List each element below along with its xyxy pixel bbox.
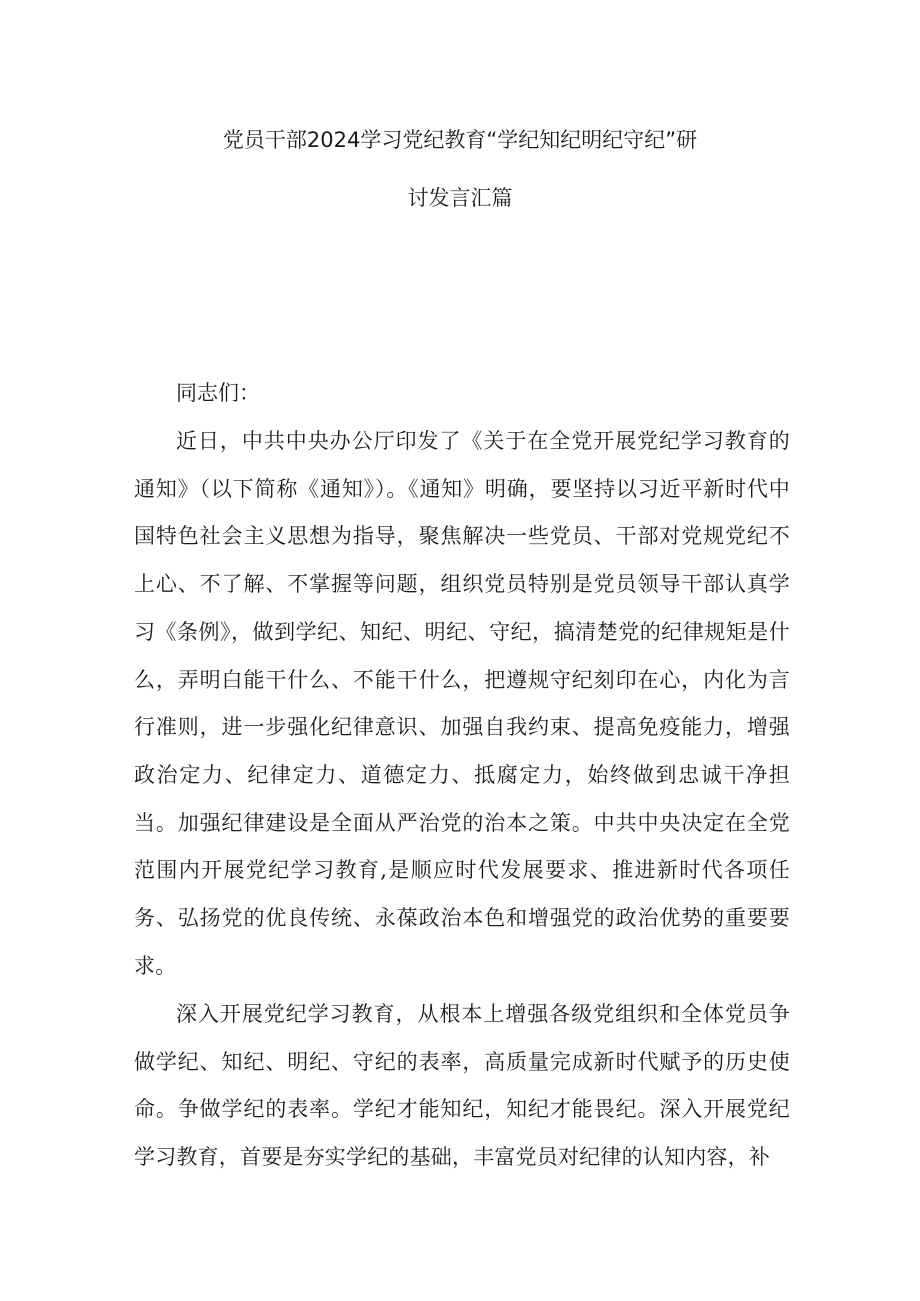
document-title-line-1: 党员干部2024学习党纪教育“学纪知纪明纪守纪”研 [222, 128, 698, 152]
body-paragraph-1: 近日，中共中央办公厅印发了《关于在全党开展党纪学习教育的通知》（以下简称《通知》）。《通知》明确，要坚持以习近平新时代中国特色社会主义思想为指导，聚焦解决一些党员、干部对党规党纪不上心、不了解、不掌握等问题，组织党员特别是党员领导干部认真学习《条例》，做到学纪、知纪、明纪、守纪，搞清楚党的纪律规矩是什么，弄明白能干什么、不能干什么，把遵规守纪刻印在心，内化为言行准则，进一步强化纪律意识、加强自我约束、提高免疫能力，增强政治定力、纪律定力、道德定力、抵腐定力，始终做到忠诚干净担当。加强纪律建设是全面从严治党的治本之策。中共中央决定在全党范围内开展党纪学习教育,是顺应时代发展要求、推进新时代各项任务、弘扬党的优良传统、永葆政治本色和增强党的政治优势的重要要求。 [134, 429, 790, 978]
document-title-line-2: 讨发言汇篇 [407, 186, 513, 210]
body-paragraph-2: 深入开展党纪学习教育，从根本上增强各级党组织和全体党员争做学纪、知纪、明纪、守纪的表率，高质量完成新时代赋予的历史使命。争做学纪的表率。学纪才能知纪，知纪才能畏纪。深入开展党纪学习教育，首要是夯实学纪的基础，丰富党员对纪律的认知内容，补 [134, 1002, 790, 1170]
salutation: 同志们： [176, 381, 260, 405]
